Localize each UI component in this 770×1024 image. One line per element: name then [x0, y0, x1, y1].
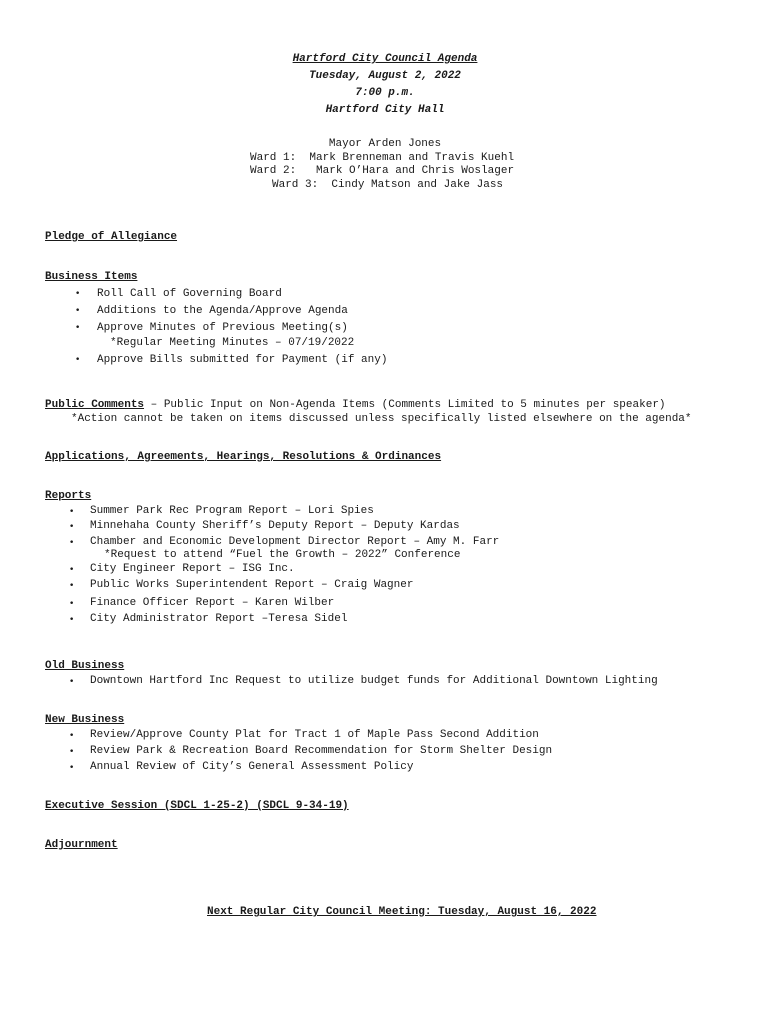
public-comments-note: *Action cannot be taken on items discussed unless specifically listed elsewhere on the agenda*: [71, 413, 692, 425]
list-item: City Administrator Report –Teresa Sidel: [90, 613, 348, 625]
list-item: City Engineer Report – ISG Inc.: [90, 563, 295, 575]
bullet-icon: •: [69, 677, 75, 687]
pledge-heading: Pledge of Allegiance: [45, 231, 178, 243]
list-item: Approve Bills submitted for Payment (if any): [97, 354, 388, 366]
list-item: Finance Officer Report – Karen Wilber: [90, 597, 335, 609]
bullet-icon: •: [69, 538, 75, 548]
applications-heading: Applications, Agreements, Hearings, Resolutions & Ordinances: [45, 451, 442, 463]
bullet-icon: •: [75, 289, 81, 299]
meeting-date: Tuesday, August 2, 2022: [309, 70, 461, 82]
next-meeting-notice: Next Regular City Council Meeting: Tuesday, August 16, 2022: [207, 906, 597, 918]
list-item: Review Park & Recreation Board Recommendation for Storm Shelter Design: [90, 745, 553, 757]
bullet-icon: •: [69, 522, 75, 532]
list-sub-item: *Request to attend “Fuel the Growth – 2022” Conference: [104, 549, 461, 561]
bullet-icon: •: [69, 507, 75, 517]
new-business-heading: New Business: [45, 714, 125, 726]
bullet-icon: •: [69, 763, 75, 773]
business-items-heading: Business Items: [45, 271, 138, 283]
list-item: Additions to the Agenda/Approve Agenda: [97, 305, 348, 317]
list-item: Summer Park Rec Program Report – Lori Spies: [90, 505, 374, 517]
bullet-icon: •: [69, 581, 75, 591]
bullet-icon: •: [69, 615, 75, 625]
bullet-icon: •: [69, 747, 75, 757]
public-comments-line: [45, 399, 666, 412]
meeting-location: Hartford City Hall: [325, 104, 445, 116]
bullet-icon: •: [75, 355, 81, 365]
bullet-icon: •: [69, 599, 75, 609]
agenda-title: Hartford City Council Agenda: [292, 53, 478, 65]
public-comments-text: – Public Input on Non-Agenda Items (Comments Limited to 5 minutes per speaker): [144, 399, 666, 411]
list-item: Review/Approve County Plat for Tract 1 of Maple Pass Second Addition: [90, 729, 539, 741]
list-item: Annual Review of City’s General Assessment Policy: [90, 761, 414, 773]
list-item: Approve Minutes of Previous Meeting(s): [97, 322, 348, 334]
public-comments-heading: Public Comments: [45, 399, 145, 411]
bullet-icon: •: [75, 306, 81, 316]
list-item: Chamber and Economic Development Director Report – Amy M. Farr: [90, 536, 500, 548]
executive-session-heading: Executive Session (SDCL 1-25-2) (SDCL 9-34-19): [45, 800, 349, 812]
bullet-icon: •: [69, 731, 75, 741]
list-sub-item: *Regular Meeting Minutes – 07/19/2022: [110, 337, 355, 349]
mayor-name: Mayor Arden Jones: [328, 138, 442, 150]
list-item: Minnehaha County Sheriff’s Deputy Report – Deputy Kardas: [90, 520, 460, 532]
ward-1-members: Ward 1: Mark Brenneman and Travis Kuehl: [250, 152, 515, 164]
bullet-icon: •: [69, 565, 75, 575]
reports-heading: Reports: [45, 490, 92, 502]
list-item: Downtown Hartford Inc Request to utilize budget funds for Additional Downtown Lighting: [90, 675, 658, 687]
meeting-time: 7:00 p.m.: [355, 87, 415, 99]
list-item: Roll Call of Governing Board: [97, 288, 282, 300]
list-item: Public Works Superintendent Report – Craig Wagner: [90, 579, 414, 591]
old-business-heading: Old Business: [45, 660, 125, 672]
bullet-icon: •: [75, 323, 81, 333]
ward-2-members: Ward 2: Mark O’Hara and Chris Woslager: [250, 165, 515, 177]
adjournment-heading: Adjournment: [45, 839, 118, 851]
ward-3-members: Ward 3: Cindy Matson and Jake Jass: [272, 179, 504, 191]
